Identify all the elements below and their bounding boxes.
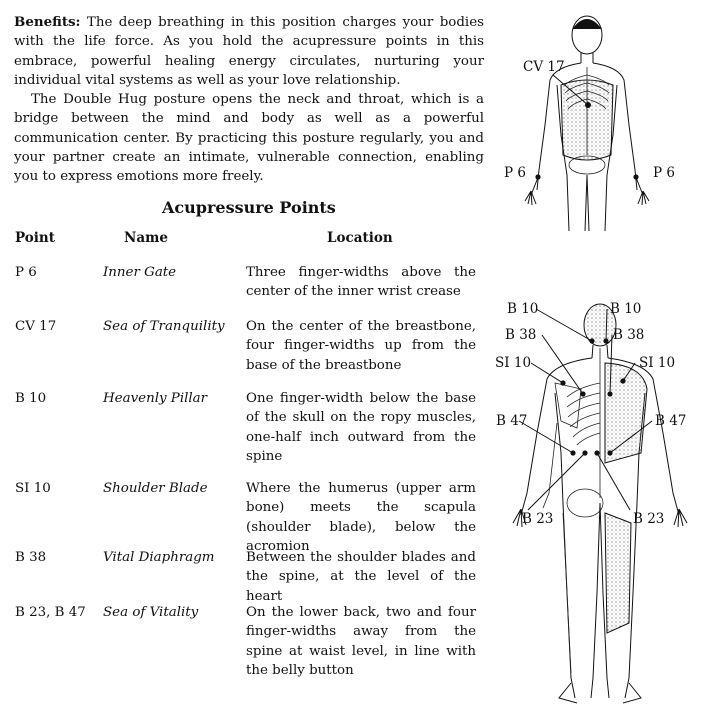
- cv17-label: CV 17: [523, 59, 565, 75]
- point-location: Three finger-widths above the center of the inner wrist crease: [246, 265, 476, 300]
- si10-left-label: SI 10: [495, 355, 532, 371]
- point-location: Where the humerus (upper arm bone) meets the scapula (shoulder blade), below the acromion: [246, 481, 476, 554]
- point-location: Between the shoulder blades and the spine, at the level of the heart: [246, 550, 476, 604]
- front-body-illustration: [495, 5, 695, 233]
- point-code: B 38: [15, 550, 47, 565]
- point-name: Heavenly Pillar: [103, 391, 208, 406]
- b23-right-label: B 23: [633, 511, 665, 527]
- b47-left-label: B 47: [496, 413, 528, 429]
- b47-right-label: B 47: [655, 413, 687, 429]
- point-name: Shoulder Blade: [103, 481, 208, 496]
- si10-right-label: SI 10: [639, 355, 676, 371]
- p6-left-label: P 6: [504, 165, 526, 181]
- p6-right-label: P 6: [653, 165, 675, 181]
- back-body-illustration: [495, 293, 710, 718]
- point-code: B 10: [15, 391, 47, 406]
- b10-left-label: B 10: [507, 301, 539, 317]
- column-header-point: Point: [15, 230, 55, 246]
- point-code: CV 17: [15, 319, 57, 334]
- point-name: Sea of Tranquility: [103, 319, 225, 334]
- b23-left-label: B 23: [522, 511, 554, 527]
- intro-text: [14, 13, 484, 187]
- point-location: One finger-width below the base of the skull on the ropy muscles, one-half inch outward from the spine: [246, 391, 476, 464]
- b38-right-label: B 38: [613, 327, 645, 343]
- point-location: On the lower back, two and four finger-widths away from the spine at waist level, in line with the belly button: [246, 605, 476, 678]
- point-code: B 23, B 47: [15, 605, 86, 620]
- point-name: Inner Gate: [103, 265, 177, 280]
- posture-paragraph: The Double Hug posture opens the neck and throat, which is a bridge between the mind and body as well as a powerful communication center. By practicing this posture regularly, you and your partner create an intimate, vulnerable connection, enabling you to express emotions more freely.: [14, 92, 484, 185]
- b38-left-label: B 38: [505, 327, 537, 343]
- p6-left-point-marker: [535, 174, 540, 179]
- point-name: Sea of Vitality: [103, 605, 199, 620]
- benefits-label: Benefits:: [14, 14, 81, 30]
- column-header-location: Location: [327, 230, 393, 246]
- cv17-point-marker: [585, 102, 591, 108]
- column-header-name: Name: [124, 230, 168, 246]
- p6-right-point-marker: [633, 174, 638, 179]
- point-code: SI 10: [15, 481, 51, 496]
- point-location: On the center of the breastbone, four finger-widths up from the base of the breastbone: [246, 319, 476, 373]
- benefits-text: The deep breathing in this position charges your bodies with the life force. As you hold the acupressure points in this embrace, powerful healing energy circulates, nurturing your individual vital systems as well as your love relationship.: [14, 15, 484, 88]
- b10-right-label: B 10: [610, 301, 642, 317]
- table-title: Acupressure Points: [162, 198, 336, 217]
- point-name: Vital Diaphragm: [103, 550, 215, 565]
- point-code: P 6: [15, 265, 37, 280]
- benefits-paragraph: [14, 13, 484, 90]
